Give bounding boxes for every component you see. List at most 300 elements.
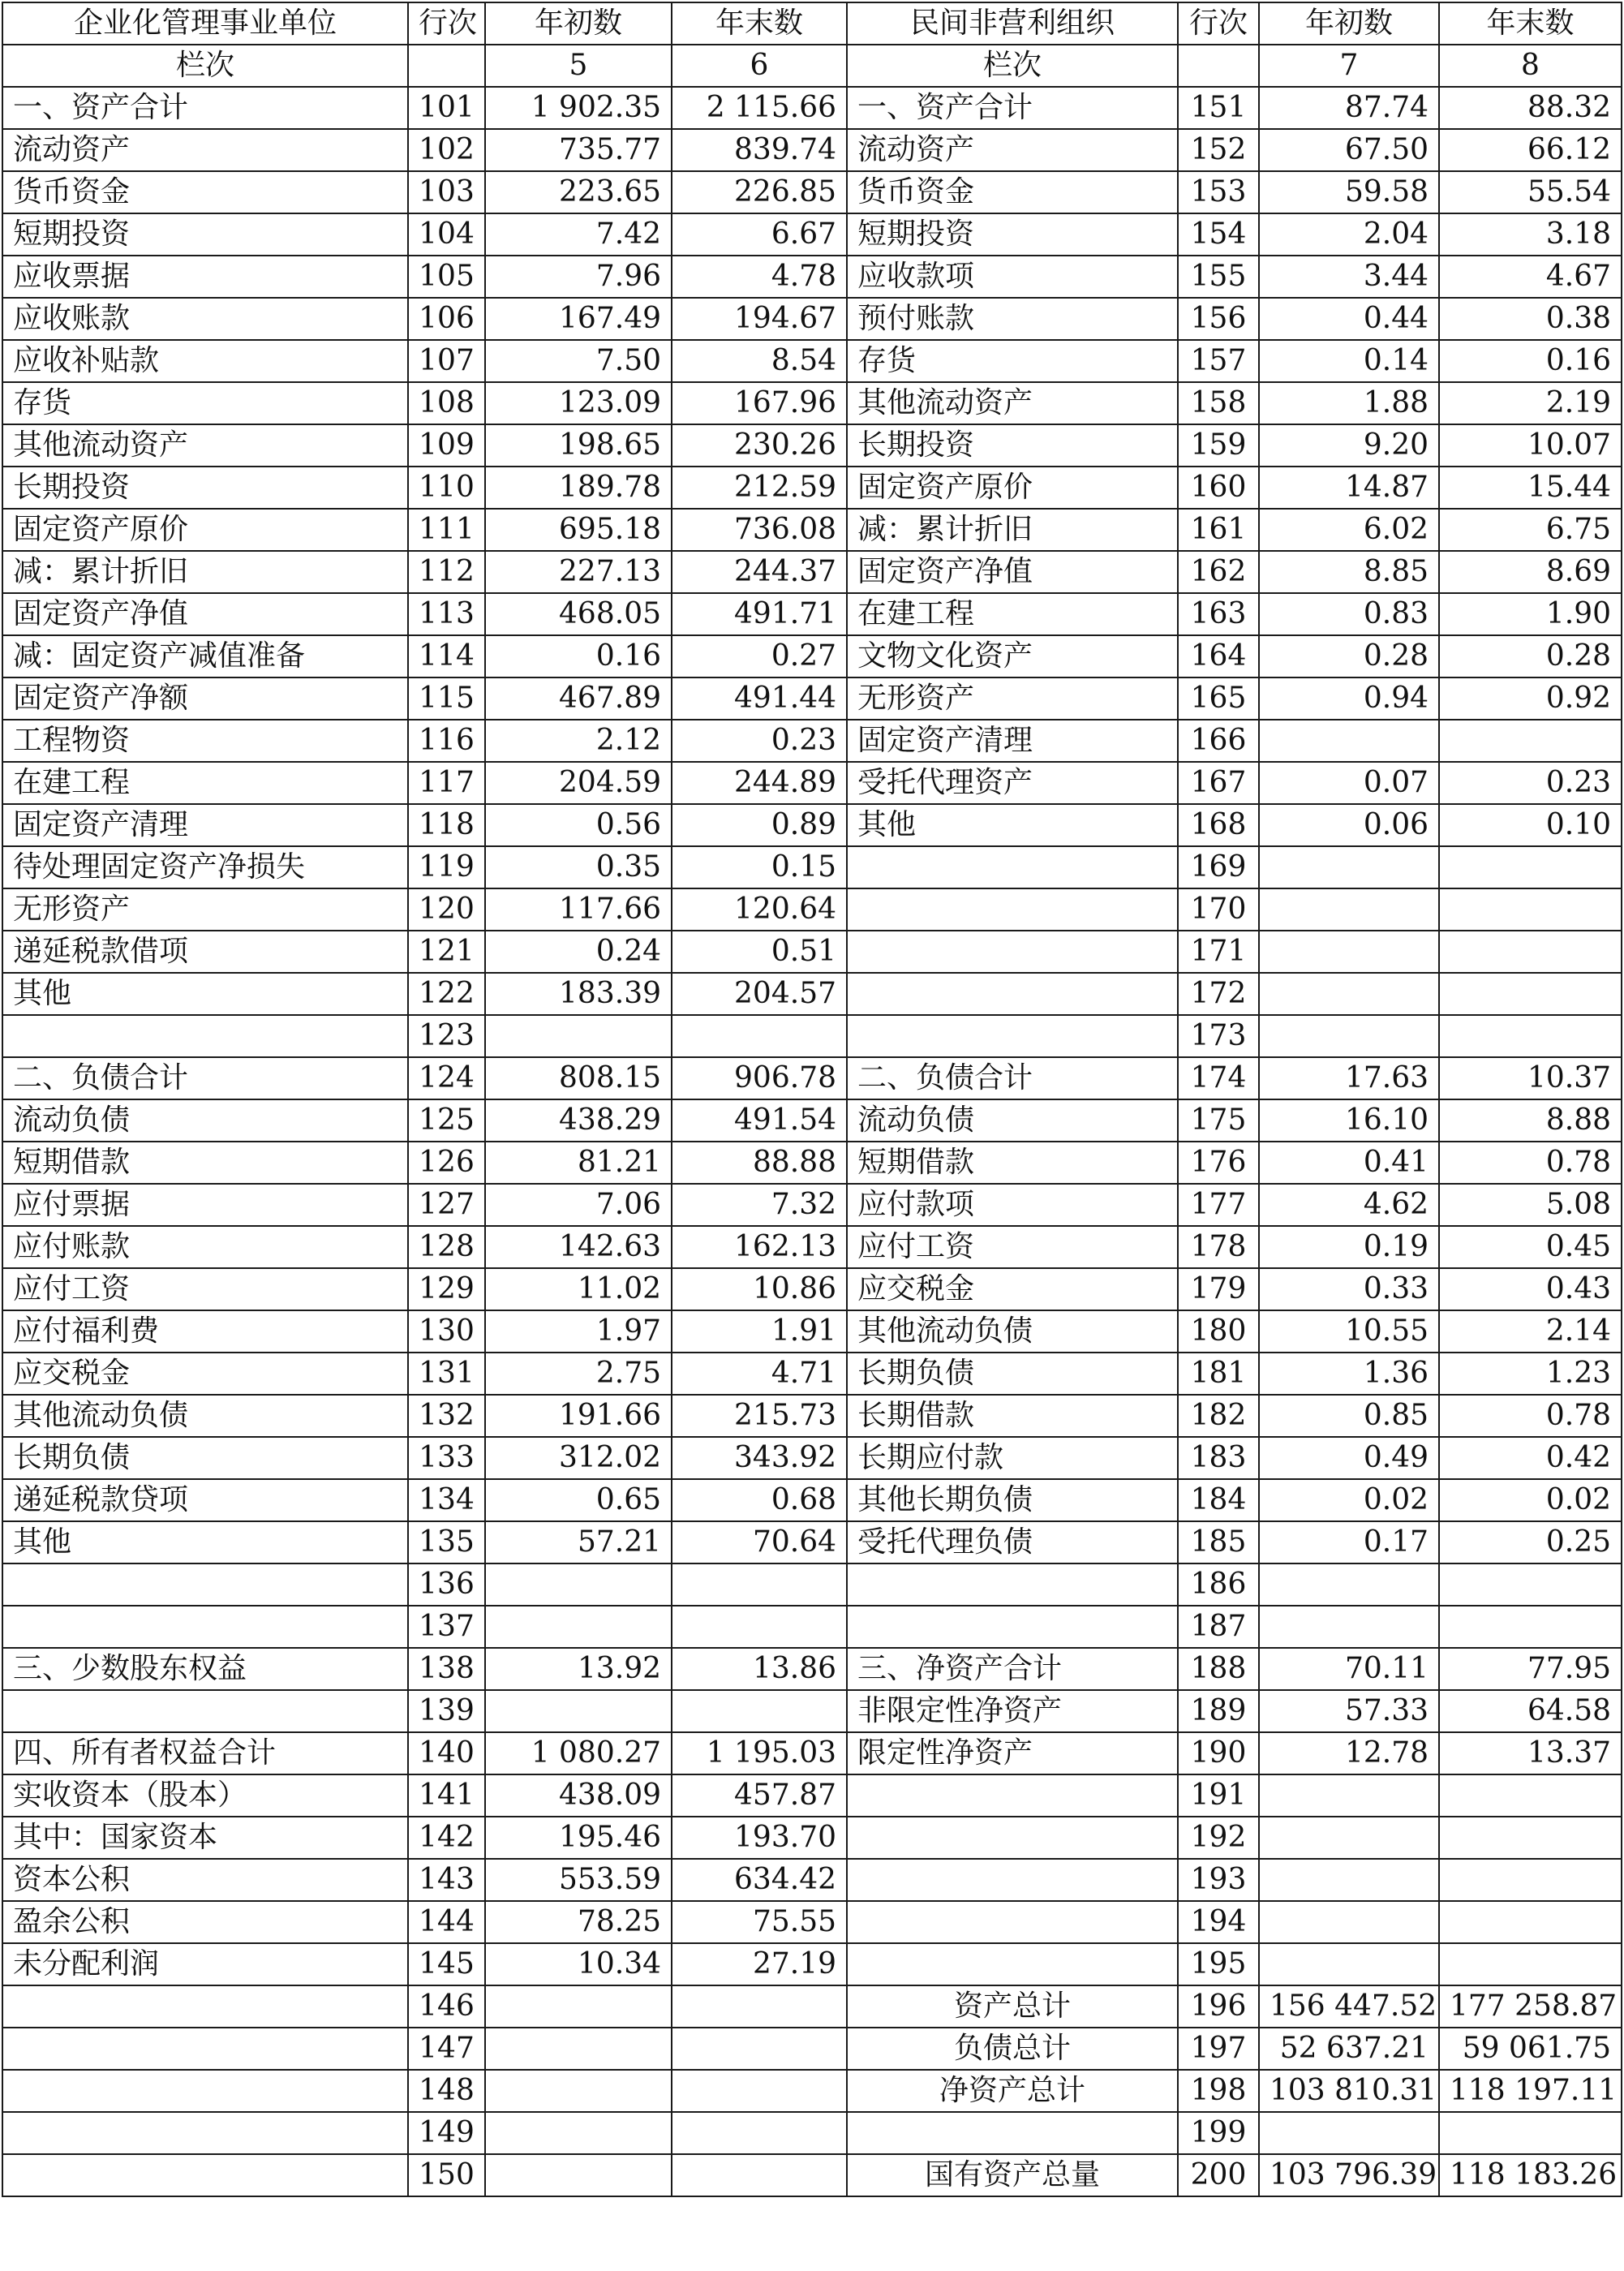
table-row bbox=[2, 382, 1622, 424]
nonprofit-item-label: 净资产总计 bbox=[847, 2070, 1178, 2112]
nonprofit-year-start-value: 0.07 bbox=[1259, 762, 1439, 804]
enterprise-year-end-value bbox=[672, 1985, 847, 2028]
nonprofit-row-number: 185 bbox=[1178, 1521, 1259, 1563]
nonprofit-year-end-value bbox=[1439, 1943, 1622, 1985]
nonprofit-year-end-value bbox=[1439, 1774, 1622, 1817]
nonprofit-year-start-value: 17.63 bbox=[1259, 1057, 1439, 1099]
nonprofit-year-start-value bbox=[1259, 1943, 1439, 1985]
enterprise-item-label: 盈余公积 bbox=[2, 1901, 408, 1943]
nonprofit-year-end-value: 15.44 bbox=[1439, 467, 1622, 509]
enterprise-row-number: 134 bbox=[408, 1479, 485, 1521]
table-row bbox=[2, 1057, 1622, 1099]
table-row bbox=[2, 1817, 1622, 1859]
enterprise-year-start-value: 2.75 bbox=[485, 1353, 672, 1395]
nonprofit-year-start-value bbox=[1259, 973, 1439, 1015]
enterprise-year-end-value bbox=[672, 2112, 847, 2154]
nonprofit-item-label bbox=[847, 1015, 1178, 1057]
nonprofit-year-start-value: 0.17 bbox=[1259, 1521, 1439, 1563]
balance-sheet-table bbox=[2, 2, 1622, 2197]
enterprise-year-end-value: 1 195.03 bbox=[672, 1732, 847, 1774]
nonprofit-item-label: 应收款项 bbox=[847, 256, 1178, 298]
enterprise-item-label: 固定资产清理 bbox=[2, 804, 408, 846]
nonprofit-year-start-value: 0.28 bbox=[1259, 635, 1439, 677]
enterprise-year-end-value: 343.92 bbox=[672, 1437, 847, 1479]
enterprise-item-label: 四、所有者权益合计 bbox=[2, 1732, 408, 1774]
nonprofit-year-start-value: 1.88 bbox=[1259, 382, 1439, 424]
enterprise-year-end-value: 491.54 bbox=[672, 1099, 847, 1142]
enterprise-row-number: 136 bbox=[408, 1563, 485, 1606]
nonprofit-year-end-value: 2.14 bbox=[1439, 1310, 1622, 1353]
nonprofit-item-label bbox=[847, 973, 1178, 1015]
enterprise-year-end-value: 634.42 bbox=[672, 1859, 847, 1901]
nonprofit-row-number: 180 bbox=[1178, 1310, 1259, 1353]
nonprofit-year-start-value: 67.50 bbox=[1259, 129, 1439, 171]
enterprise-row-number: 118 bbox=[408, 804, 485, 846]
nonprofit-row-number: 186 bbox=[1178, 1563, 1259, 1606]
nonprofit-item-label: 固定资产净值 bbox=[847, 551, 1178, 593]
table-row bbox=[2, 1184, 1622, 1226]
nonprofit-row-number: 192 bbox=[1178, 1817, 1259, 1859]
enterprise-year-end-value: 215.73 bbox=[672, 1395, 847, 1437]
nonprofit-year-end-value: 0.16 bbox=[1439, 340, 1622, 382]
nonprofit-year-end-value: 10.07 bbox=[1439, 424, 1622, 467]
nonprofit-item-label: 其他 bbox=[847, 804, 1178, 846]
enterprise-year-start-value: 81.21 bbox=[485, 1142, 672, 1184]
nonprofit-row-number: 173 bbox=[1178, 1015, 1259, 1057]
enterprise-year-start-value: 227.13 bbox=[485, 551, 672, 593]
enterprise-year-end-value bbox=[672, 2028, 847, 2070]
enterprise-year-end-value: 0.27 bbox=[672, 635, 847, 677]
enterprise-row-number: 128 bbox=[408, 1226, 485, 1268]
nonprofit-row-number: 194 bbox=[1178, 1901, 1259, 1943]
nonprofit-year-start-value bbox=[1259, 720, 1439, 762]
enterprise-item-label: 实收资本（股本） bbox=[2, 1774, 408, 1817]
enterprise-row-number: 108 bbox=[408, 382, 485, 424]
enterprise-item-label: 货币资金 bbox=[2, 171, 408, 213]
column-index-6: 6 bbox=[672, 45, 847, 87]
enterprise-row-number: 142 bbox=[408, 1817, 485, 1859]
nonprofit-item-label: 流动负债 bbox=[847, 1099, 1178, 1142]
nonprofit-item-label bbox=[847, 1563, 1178, 1606]
table-row bbox=[2, 1901, 1622, 1943]
enterprise-year-start-value: 204.59 bbox=[485, 762, 672, 804]
table-row bbox=[2, 1353, 1622, 1395]
enterprise-year-start-value: 183.39 bbox=[485, 973, 672, 1015]
enterprise-year-start-value: 0.65 bbox=[485, 1479, 672, 1521]
enterprise-year-start-value bbox=[485, 1563, 672, 1606]
year-end-header: 年末数 bbox=[672, 2, 847, 45]
nonprofit-year-start-value: 87.74 bbox=[1259, 87, 1439, 129]
nonprofit-year-start-value bbox=[1259, 1774, 1439, 1817]
nonprofit-row-number: 178 bbox=[1178, 1226, 1259, 1268]
enterprise-year-start-value: 189.78 bbox=[485, 467, 672, 509]
nonprofit-item-label: 受托代理负债 bbox=[847, 1521, 1178, 1563]
enterprise-year-start-value: 0.56 bbox=[485, 804, 672, 846]
enterprise-item-label: 长期负债 bbox=[2, 1437, 408, 1479]
enterprise-row-number: 122 bbox=[408, 973, 485, 1015]
enterprise-row-number: 130 bbox=[408, 1310, 485, 1353]
enterprise-year-end-value: 736.08 bbox=[672, 509, 847, 551]
nonprofit-row-number: 188 bbox=[1178, 1648, 1259, 1690]
enterprise-year-start-value: 695.18 bbox=[485, 509, 672, 551]
nonprofit-item-label bbox=[847, 1606, 1178, 1648]
table-row bbox=[2, 1943, 1622, 1985]
nonprofit-item-label: 受托代理资产 bbox=[847, 762, 1178, 804]
enterprise-item-label: 其他流动资产 bbox=[2, 424, 408, 467]
table-row bbox=[2, 973, 1622, 1015]
table-row bbox=[2, 1732, 1622, 1774]
enterprise-year-start-value: 117.66 bbox=[485, 888, 672, 931]
enterprise-item-label: 在建工程 bbox=[2, 762, 408, 804]
enterprise-year-start-value: 735.77 bbox=[485, 129, 672, 171]
nonprofit-year-end-value: 0.43 bbox=[1439, 1268, 1622, 1310]
nonprofit-year-end-value bbox=[1439, 1015, 1622, 1057]
enterprise-year-end-value: 244.37 bbox=[672, 551, 847, 593]
nonprofit-row-number: 174 bbox=[1178, 1057, 1259, 1099]
nonprofit-item-label: 固定资产清理 bbox=[847, 720, 1178, 762]
enterprise-row-number: 123 bbox=[408, 1015, 485, 1057]
enterprise-year-end-value: 226.85 bbox=[672, 171, 847, 213]
enterprise-item-label: 存货 bbox=[2, 382, 408, 424]
enterprise-year-end-value: 457.87 bbox=[672, 1774, 847, 1817]
enterprise-item-label: 固定资产原价 bbox=[2, 509, 408, 551]
nonprofit-row-number: 156 bbox=[1178, 298, 1259, 340]
enterprise-year-start-value: 11.02 bbox=[485, 1268, 672, 1310]
enterprise-row-number: 150 bbox=[408, 2154, 485, 2196]
enterprise-year-start-value: 7.06 bbox=[485, 1184, 672, 1226]
table-row bbox=[2, 2112, 1622, 2154]
nonprofit-item-label: 在建工程 bbox=[847, 593, 1178, 635]
nonprofit-item-label: 流动资产 bbox=[847, 129, 1178, 171]
nonprofit-row-number: 172 bbox=[1178, 973, 1259, 1015]
table-row bbox=[2, 888, 1622, 931]
nonprofit-year-start-value bbox=[1259, 1563, 1439, 1606]
nonprofit-row-number: 158 bbox=[1178, 382, 1259, 424]
enterprise-item-label: 三、少数股东权益 bbox=[2, 1648, 408, 1690]
enterprise-year-end-value: 0.15 bbox=[672, 846, 847, 888]
nonprofit-item-label bbox=[847, 1774, 1178, 1817]
table-row bbox=[2, 1099, 1622, 1142]
nonprofit-row-number: 164 bbox=[1178, 635, 1259, 677]
nonprofit-year-end-value: 8.69 bbox=[1439, 551, 1622, 593]
enterprise-year-start-value: 467.89 bbox=[485, 677, 672, 720]
empty-cell bbox=[408, 45, 485, 87]
column-index-label: 栏次 bbox=[847, 45, 1178, 87]
enterprise-item-label bbox=[2, 1606, 408, 1648]
table-row bbox=[2, 509, 1622, 551]
nonprofit-year-end-value bbox=[1439, 1901, 1622, 1943]
nonprofit-year-start-value: 0.41 bbox=[1259, 1142, 1439, 1184]
table-row bbox=[2, 1606, 1622, 1648]
table-row bbox=[2, 1142, 1622, 1184]
enterprise-item-label: 应收账款 bbox=[2, 298, 408, 340]
table-row bbox=[2, 87, 1622, 129]
table-row bbox=[2, 467, 1622, 509]
row-number-header: 行次 bbox=[408, 2, 485, 45]
nonprofit-item-label: 存货 bbox=[847, 340, 1178, 382]
nonprofit-item-label bbox=[847, 888, 1178, 931]
nonprofit-year-start-value: 57.33 bbox=[1259, 1690, 1439, 1732]
enterprise-year-end-value bbox=[672, 1015, 847, 1057]
enterprise-row-number: 104 bbox=[408, 213, 485, 256]
table-row bbox=[2, 593, 1622, 635]
empty-cell bbox=[1178, 45, 1259, 87]
nonprofit-item-label: 固定资产原价 bbox=[847, 467, 1178, 509]
enterprise-year-start-value: 0.35 bbox=[485, 846, 672, 888]
nonprofit-year-end-value: 77.95 bbox=[1439, 1648, 1622, 1690]
enterprise-row-number: 112 bbox=[408, 551, 485, 593]
table-row bbox=[2, 171, 1622, 213]
table-row bbox=[2, 1310, 1622, 1353]
enterprise-year-start-value: 57.21 bbox=[485, 1521, 672, 1563]
enterprise-item-label: 资本公积 bbox=[2, 1859, 408, 1901]
column-index-label: 栏次 bbox=[2, 45, 408, 87]
enterprise-item-label: 应收补贴款 bbox=[2, 340, 408, 382]
enterprise-row-number: 132 bbox=[408, 1395, 485, 1437]
nonprofit-year-end-value: 4.67 bbox=[1439, 256, 1622, 298]
enterprise-year-end-value: 0.51 bbox=[672, 931, 847, 973]
nonprofit-year-start-value bbox=[1259, 1901, 1439, 1943]
nonprofit-item-label: 其他流动资产 bbox=[847, 382, 1178, 424]
enterprise-year-end-value: 13.86 bbox=[672, 1648, 847, 1690]
nonprofit-item-label: 二、负债合计 bbox=[847, 1057, 1178, 1099]
nonprofit-year-end-value bbox=[1439, 846, 1622, 888]
nonprofit-item-label: 短期投资 bbox=[847, 213, 1178, 256]
column-index-7: 7 bbox=[1259, 45, 1439, 87]
enterprise-row-number: 131 bbox=[408, 1353, 485, 1395]
enterprise-year-end-value: 204.57 bbox=[672, 973, 847, 1015]
table-row bbox=[2, 931, 1622, 973]
nonprofit-year-start-value bbox=[1259, 1606, 1439, 1648]
nonprofit-year-end-value: 6.75 bbox=[1439, 509, 1622, 551]
nonprofit-item-label bbox=[847, 846, 1178, 888]
enterprise-year-start-value: 223.65 bbox=[485, 171, 672, 213]
enterprise-row-number: 116 bbox=[408, 720, 485, 762]
enterprise-year-end-value: 212.59 bbox=[672, 467, 847, 509]
enterprise-year-end-value: 906.78 bbox=[672, 1057, 847, 1099]
nonprofit-year-end-value bbox=[1439, 1606, 1622, 1648]
enterprise-year-start-value: 7.42 bbox=[485, 213, 672, 256]
nonprofit-year-start-value: 12.78 bbox=[1259, 1732, 1439, 1774]
column-index-5: 5 bbox=[485, 45, 672, 87]
nonprofit-year-start-value: 6.02 bbox=[1259, 509, 1439, 551]
enterprise-row-number: 115 bbox=[408, 677, 485, 720]
nonprofit-row-number: 183 bbox=[1178, 1437, 1259, 1479]
enterprise-row-number: 139 bbox=[408, 1690, 485, 1732]
nonprofit-year-start-value: 0.83 bbox=[1259, 593, 1439, 635]
enterprise-row-number: 149 bbox=[408, 2112, 485, 2154]
enterprise-year-start-value bbox=[485, 1015, 672, 1057]
nonprofit-item-label: 货币资金 bbox=[847, 171, 1178, 213]
nonprofit-item-label bbox=[847, 2112, 1178, 2154]
nonprofit-item-label: 长期投资 bbox=[847, 424, 1178, 467]
nonprofit-item-label: 一、资产合计 bbox=[847, 87, 1178, 129]
nonprofit-row-number: 167 bbox=[1178, 762, 1259, 804]
row-number-header: 行次 bbox=[1178, 2, 1259, 45]
enterprise-year-start-value: 13.92 bbox=[485, 1648, 672, 1690]
nonprofit-row-number: 184 bbox=[1178, 1479, 1259, 1521]
enterprise-year-start-value: 438.29 bbox=[485, 1099, 672, 1142]
enterprise-year-end-value: 839.74 bbox=[672, 129, 847, 171]
nonprofit-item-label: 非限定性净资产 bbox=[847, 1690, 1178, 1732]
nonprofit-year-end-value: 5.08 bbox=[1439, 1184, 1622, 1226]
enterprise-year-start-value: 2.12 bbox=[485, 720, 672, 762]
nonprofit-year-end-value: 118 197.11 bbox=[1439, 2070, 1622, 2112]
enterprise-item-label bbox=[2, 1985, 408, 2028]
enterprise-item-label: 其他 bbox=[2, 973, 408, 1015]
nonprofit-row-number: 151 bbox=[1178, 87, 1259, 129]
enterprise-year-end-value: 70.64 bbox=[672, 1521, 847, 1563]
nonprofit-year-end-value bbox=[1439, 888, 1622, 931]
column-index-row bbox=[2, 45, 1622, 87]
enterprise-year-end-value: 194.67 bbox=[672, 298, 847, 340]
nonprofit-item-label bbox=[847, 1901, 1178, 1943]
enterprise-row-number: 145 bbox=[408, 1943, 485, 1985]
nonprofit-year-start-value: 59.58 bbox=[1259, 171, 1439, 213]
nonprofit-row-number: 195 bbox=[1178, 1943, 1259, 1985]
enterprise-year-end-value: 1.91 bbox=[672, 1310, 847, 1353]
enterprise-item-label: 固定资产净值 bbox=[2, 593, 408, 635]
enterprise-item-label: 待处理固定资产净损失 bbox=[2, 846, 408, 888]
enterprise-year-end-value: 491.71 bbox=[672, 593, 847, 635]
right-section-title: 民间非营利组织 bbox=[847, 2, 1178, 45]
left-section-title: 企业化管理事业单位 bbox=[2, 2, 408, 45]
enterprise-item-label: 其中：国家资本 bbox=[2, 1817, 408, 1859]
nonprofit-row-number: 157 bbox=[1178, 340, 1259, 382]
table-row bbox=[2, 1563, 1622, 1606]
nonprofit-year-end-value bbox=[1439, 2112, 1622, 2154]
enterprise-year-end-value: 10.86 bbox=[672, 1268, 847, 1310]
enterprise-row-number: 114 bbox=[408, 635, 485, 677]
enterprise-year-start-value bbox=[485, 1690, 672, 1732]
enterprise-item-label bbox=[2, 2154, 408, 2196]
enterprise-row-number: 101 bbox=[408, 87, 485, 129]
nonprofit-item-label: 长期应付款 bbox=[847, 1437, 1178, 1479]
nonprofit-item-label bbox=[847, 1817, 1178, 1859]
nonprofit-item-label bbox=[847, 1859, 1178, 1901]
nonprofit-year-end-value bbox=[1439, 720, 1622, 762]
enterprise-item-label: 无形资产 bbox=[2, 888, 408, 931]
enterprise-year-start-value: 468.05 bbox=[485, 593, 672, 635]
nonprofit-row-number: 153 bbox=[1178, 171, 1259, 213]
enterprise-year-start-value: 1 080.27 bbox=[485, 1732, 672, 1774]
enterprise-item-label: 工程物资 bbox=[2, 720, 408, 762]
nonprofit-item-label: 长期借款 bbox=[847, 1395, 1178, 1437]
table-row bbox=[2, 2070, 1622, 2112]
nonprofit-item-label: 短期借款 bbox=[847, 1142, 1178, 1184]
nonprofit-row-number: 166 bbox=[1178, 720, 1259, 762]
table-row bbox=[2, 213, 1622, 256]
enterprise-row-number: 110 bbox=[408, 467, 485, 509]
enterprise-row-number: 126 bbox=[408, 1142, 485, 1184]
enterprise-item-label: 应付账款 bbox=[2, 1226, 408, 1268]
nonprofit-year-start-value: 0.06 bbox=[1259, 804, 1439, 846]
nonprofit-row-number: 171 bbox=[1178, 931, 1259, 973]
enterprise-year-start-value: 142.63 bbox=[485, 1226, 672, 1268]
nonprofit-year-start-value: 4.62 bbox=[1259, 1184, 1439, 1226]
year-start-header: 年初数 bbox=[1259, 2, 1439, 45]
nonprofit-item-label: 负债总计 bbox=[847, 2028, 1178, 2070]
nonprofit-item-label: 减：累计折旧 bbox=[847, 509, 1178, 551]
nonprofit-year-start-value: 3.44 bbox=[1259, 256, 1439, 298]
nonprofit-item-label bbox=[847, 931, 1178, 973]
enterprise-row-number: 106 bbox=[408, 298, 485, 340]
year-start-header: 年初数 bbox=[485, 2, 672, 45]
enterprise-year-start-value: 808.15 bbox=[485, 1057, 672, 1099]
nonprofit-row-number: 169 bbox=[1178, 846, 1259, 888]
nonprofit-year-end-value: 64.58 bbox=[1439, 1690, 1622, 1732]
nonprofit-year-start-value bbox=[1259, 1015, 1439, 1057]
enterprise-row-number: 148 bbox=[408, 2070, 485, 2112]
enterprise-year-start-value: 10.34 bbox=[485, 1943, 672, 1985]
table-row bbox=[2, 1774, 1622, 1817]
nonprofit-year-end-value bbox=[1439, 1563, 1622, 1606]
enterprise-row-number: 125 bbox=[408, 1099, 485, 1142]
nonprofit-item-label: 预付账款 bbox=[847, 298, 1178, 340]
nonprofit-row-number: 187 bbox=[1178, 1606, 1259, 1648]
table-row bbox=[2, 1395, 1622, 1437]
nonprofit-year-start-value: 0.14 bbox=[1259, 340, 1439, 382]
table-row bbox=[2, 720, 1622, 762]
enterprise-year-end-value bbox=[672, 1690, 847, 1732]
enterprise-year-end-value: 0.23 bbox=[672, 720, 847, 762]
nonprofit-item-label: 应付款项 bbox=[847, 1184, 1178, 1226]
enterprise-row-number: 102 bbox=[408, 129, 485, 171]
nonprofit-year-end-value: 0.10 bbox=[1439, 804, 1622, 846]
nonprofit-year-end-value: 2.19 bbox=[1439, 382, 1622, 424]
table-row bbox=[2, 1859, 1622, 1901]
nonprofit-item-label: 长期负债 bbox=[847, 1353, 1178, 1395]
nonprofit-row-number: 155 bbox=[1178, 256, 1259, 298]
nonprofit-year-end-value bbox=[1439, 1859, 1622, 1901]
nonprofit-row-number: 176 bbox=[1178, 1142, 1259, 1184]
nonprofit-year-end-value: 88.32 bbox=[1439, 87, 1622, 129]
nonprofit-year-start-value: 0.94 bbox=[1259, 677, 1439, 720]
enterprise-item-label: 应付工资 bbox=[2, 1268, 408, 1310]
nonprofit-year-start-value: 0.44 bbox=[1259, 298, 1439, 340]
nonprofit-row-number: 159 bbox=[1178, 424, 1259, 467]
nonprofit-year-start-value bbox=[1259, 846, 1439, 888]
nonprofit-row-number: 196 bbox=[1178, 1985, 1259, 2028]
enterprise-item-label: 一、资产合计 bbox=[2, 87, 408, 129]
enterprise-year-start-value: 0.16 bbox=[485, 635, 672, 677]
enterprise-item-label bbox=[2, 2028, 408, 2070]
table-row bbox=[2, 2028, 1622, 2070]
table-row bbox=[2, 1985, 1622, 2028]
enterprise-row-number: 144 bbox=[408, 1901, 485, 1943]
nonprofit-year-start-value: 0.85 bbox=[1259, 1395, 1439, 1437]
enterprise-item-label: 二、负债合计 bbox=[2, 1057, 408, 1099]
enterprise-year-start-value bbox=[485, 2070, 672, 2112]
nonprofit-year-end-value bbox=[1439, 973, 1622, 1015]
nonprofit-item-label: 应付工资 bbox=[847, 1226, 1178, 1268]
enterprise-row-number: 121 bbox=[408, 931, 485, 973]
enterprise-row-number: 135 bbox=[408, 1521, 485, 1563]
nonprofit-year-start-value: 8.85 bbox=[1259, 551, 1439, 593]
enterprise-year-end-value: 167.96 bbox=[672, 382, 847, 424]
nonprofit-row-number: 191 bbox=[1178, 1774, 1259, 1817]
nonprofit-year-end-value: 10.37 bbox=[1439, 1057, 1622, 1099]
enterprise-item-label: 流动资产 bbox=[2, 129, 408, 171]
table-row bbox=[2, 2154, 1622, 2196]
enterprise-year-start-value bbox=[485, 2112, 672, 2154]
table-body bbox=[2, 87, 1622, 2196]
enterprise-year-end-value: 244.89 bbox=[672, 762, 847, 804]
nonprofit-item-label: 资产总计 bbox=[847, 1985, 1178, 2028]
enterprise-item-label: 流动负债 bbox=[2, 1099, 408, 1142]
nonprofit-row-number: 198 bbox=[1178, 2070, 1259, 2112]
enterprise-item-label bbox=[2, 1015, 408, 1057]
